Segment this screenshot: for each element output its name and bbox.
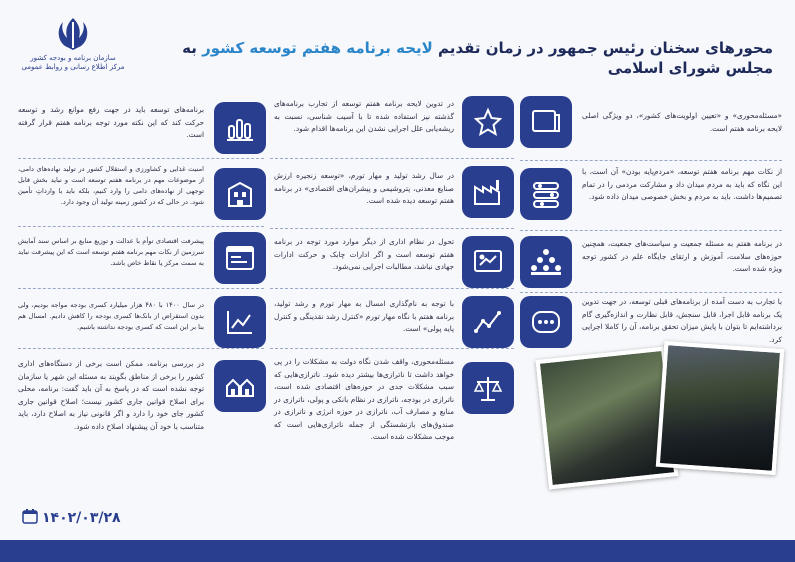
column-left [18, 96, 264, 506]
factory-icon [462, 166, 514, 218]
organization-logo [18, 14, 128, 86]
right-text-4: با تجارب به دست آمده از برنامه‌های قبلی توسعه، در جهت تدوین یک برنامه قابل اجرا، قابل سنجش، قابل نظارت و اندازه‌گیری گام برداشته‌ایم تا بتوان با پایش میزان تحقق برنامه، آن را کاملا اجرایی کرد. [582, 297, 782, 344]
left-text-4: در سال ۱۴۰۰ با ۴۸۰ هزار میلیارد کسری بودجه مواجه بودیم، ولی بدون استقراض از بانک‌ها کسری بودجه را کاهش دادیم. امسال هم بنا بر این است که کسری بودجه نداشته باشیم. [18, 301, 204, 331]
photo-collage [542, 345, 782, 535]
left-text-3: پیشرفت اقتصادی توأم با عدالت و توزیع منابع بر اساس سند آمایش سرزمین از نکات مهم برنامه هفتم توسعه است که این پیشرفت نباید به سمت مرکز یا نقاط خاص باشد. [18, 237, 204, 267]
logo-text-primary: سازمان برنامه و بودجه کشور [30, 54, 116, 62]
divider [270, 288, 514, 289]
book-icon [520, 96, 572, 148]
left-text-5: در بررسی برنامه، ممکن است برخی از دستگاه‌های اداری کشور را برخی از مناطق بگویند به مسئله این شهر یا سازمان توجه نشده است که در پاسخ به آن باید گفت: برنامه، محلی برای اصلاح قوانین جاری کشور نیست؛ اصلاح قوانین جاری کشور جای خود را دارد و اگر قانونی نیاز به اصلاح دارد، باید متناسب با خود آن پیشنهاد اصلاح داده شود. [18, 359, 204, 431]
people-pyramid-icon [520, 236, 572, 288]
parliament-photo-2 [656, 341, 784, 475]
column-middle [270, 96, 514, 506]
publication-date [22, 508, 121, 526]
left-text-2: امنیت غذایی و کشاورزی و استقلال کشور در تولید نهاده‌های دامی، از موضوعات مهم در برنامه هفتم توسعه است و نباید بخش قابل توجهی از نهاده‌های دامی را وارد کنیم، بلکه باید با وارداتِ تأمین شود. در حالی که در کشور زمینه تولید آن وجود دارد. [18, 165, 204, 206]
middle-text-2: در سال رشد تولید و مهار تورم، «توسعه زنجیره ارزش صنایع معدنی، پتروشیمی و پیشران‌های اقتصادی» در برنامه هفتم توسعه دیده شده است. [274, 171, 454, 205]
chart-screen-icon [462, 236, 514, 288]
middle-text-4: با توجه به نام‌گذاری امسال به مهار تورم و رشد تولید، برنامه هفتم با نگاه مهار تورم «کنترل رشد نقدینگی و کنترل پایه پولی» است. [274, 299, 454, 333]
houses-icon [214, 360, 266, 412]
calendar-icon [22, 508, 38, 524]
divider [520, 160, 782, 161]
growth-chart-icon [462, 296, 514, 348]
parliament-photo-1 [536, 347, 679, 490]
date-text: ۱۴۰۲/۰۳/۲۸ [42, 510, 121, 526]
right-text-1: «مسئله‌محوری» و «تعیین اولویت‌های کشور»، دو ویژگی اصلی لایحه برنامه هفتم است. [582, 111, 782, 133]
title-part-2: به مجلس شورای اسلامی [182, 39, 773, 77]
building-icon [214, 168, 266, 220]
bar-chart-icon [214, 102, 266, 154]
divider [18, 226, 264, 227]
divider [520, 230, 782, 231]
middle-text-3: تحول در نظام اداری از دیگر موارد مورد توجه در برنامه هفتم توسعه است و اگر ادارات چابک و حرکت ادارات جهادی نباشد، مطالبات اجرایی نمی‌شود. [274, 237, 454, 271]
right-text-2: از نکات مهم برنامه هفتم توسعه، «مردم‌پایه بودن» آن است، با این نگاه که باید به مردم میدان داد و مشارکت مردمی را در تمام تصمیم‌ها داشت. باید به مردم و بخش خصوصی میدان داده شود. [582, 167, 782, 201]
emblem-icon [53, 14, 93, 54]
divider [18, 288, 264, 289]
title-highlight: لایحه برنامه هفتم توسعه کشور [202, 39, 433, 57]
balance-scale-icon [462, 362, 514, 414]
divider [270, 348, 514, 349]
footer-bar [0, 540, 795, 562]
toggle-icon [520, 168, 572, 220]
line-chart-icon [214, 296, 266, 348]
title-part-1: محورهای سخنان رئیس جمهور در زمان تقدیم [438, 39, 773, 57]
page-title [173, 38, 773, 78]
middle-text-1: در تدوین لایحه برنامه هفتم توسعه از تجارب برنامه‌های گذشته نیز استفاده شده تا با آسیب شناسی، نسبت به ریشه‌یابی علل اجرایی نشدن این برنامه‌ها اقدام شود. [274, 99, 454, 133]
divider [270, 158, 514, 159]
divider [18, 158, 264, 159]
right-text-3: در برنامه هفتم به مسئله جمعیت و سیاست‌های جمعیت، همچنین حوزه‌های سلامت، آموزش و ارتقای جایگاه علم در کشور توجه ویژه‌ شده است. [582, 239, 782, 273]
divider [18, 348, 264, 349]
star-icon [462, 96, 514, 148]
browser-window-icon [214, 232, 266, 284]
left-text-1: برنامه‌های توسعه باید در جهت رفع موانع رشد و توسعه حرکت کند که این نکته مورد توجه برنامه هفتم قرار گرفته است. [18, 105, 204, 139]
dots-icon [520, 296, 572, 348]
middle-text-5: مسئله‌محوری، واقف شدن نگاه دولت به مشکلات را در پی خواهد داشت تا ناترازی‌ها بیشتر دیده شود. ناترازی‌هایی که سبب مشکلات جدی در حوزه‌های اقتصادی شده است، ناترازی در بودجه، ناترازی در نظام بانکی و پولی، ناترازی در منابع و مصارف آب، ناترازی در حوزه انرژی و ناترازی در صندوق‌های بازنشستگی از جمله ناترازی‌هایی است که موجب مشکلات شده است. [274, 357, 454, 441]
logo-text-secondary: مرکز اطلاع رسانی و روابط عمومی [21, 63, 125, 71]
divider [270, 228, 514, 229]
divider [520, 292, 782, 293]
